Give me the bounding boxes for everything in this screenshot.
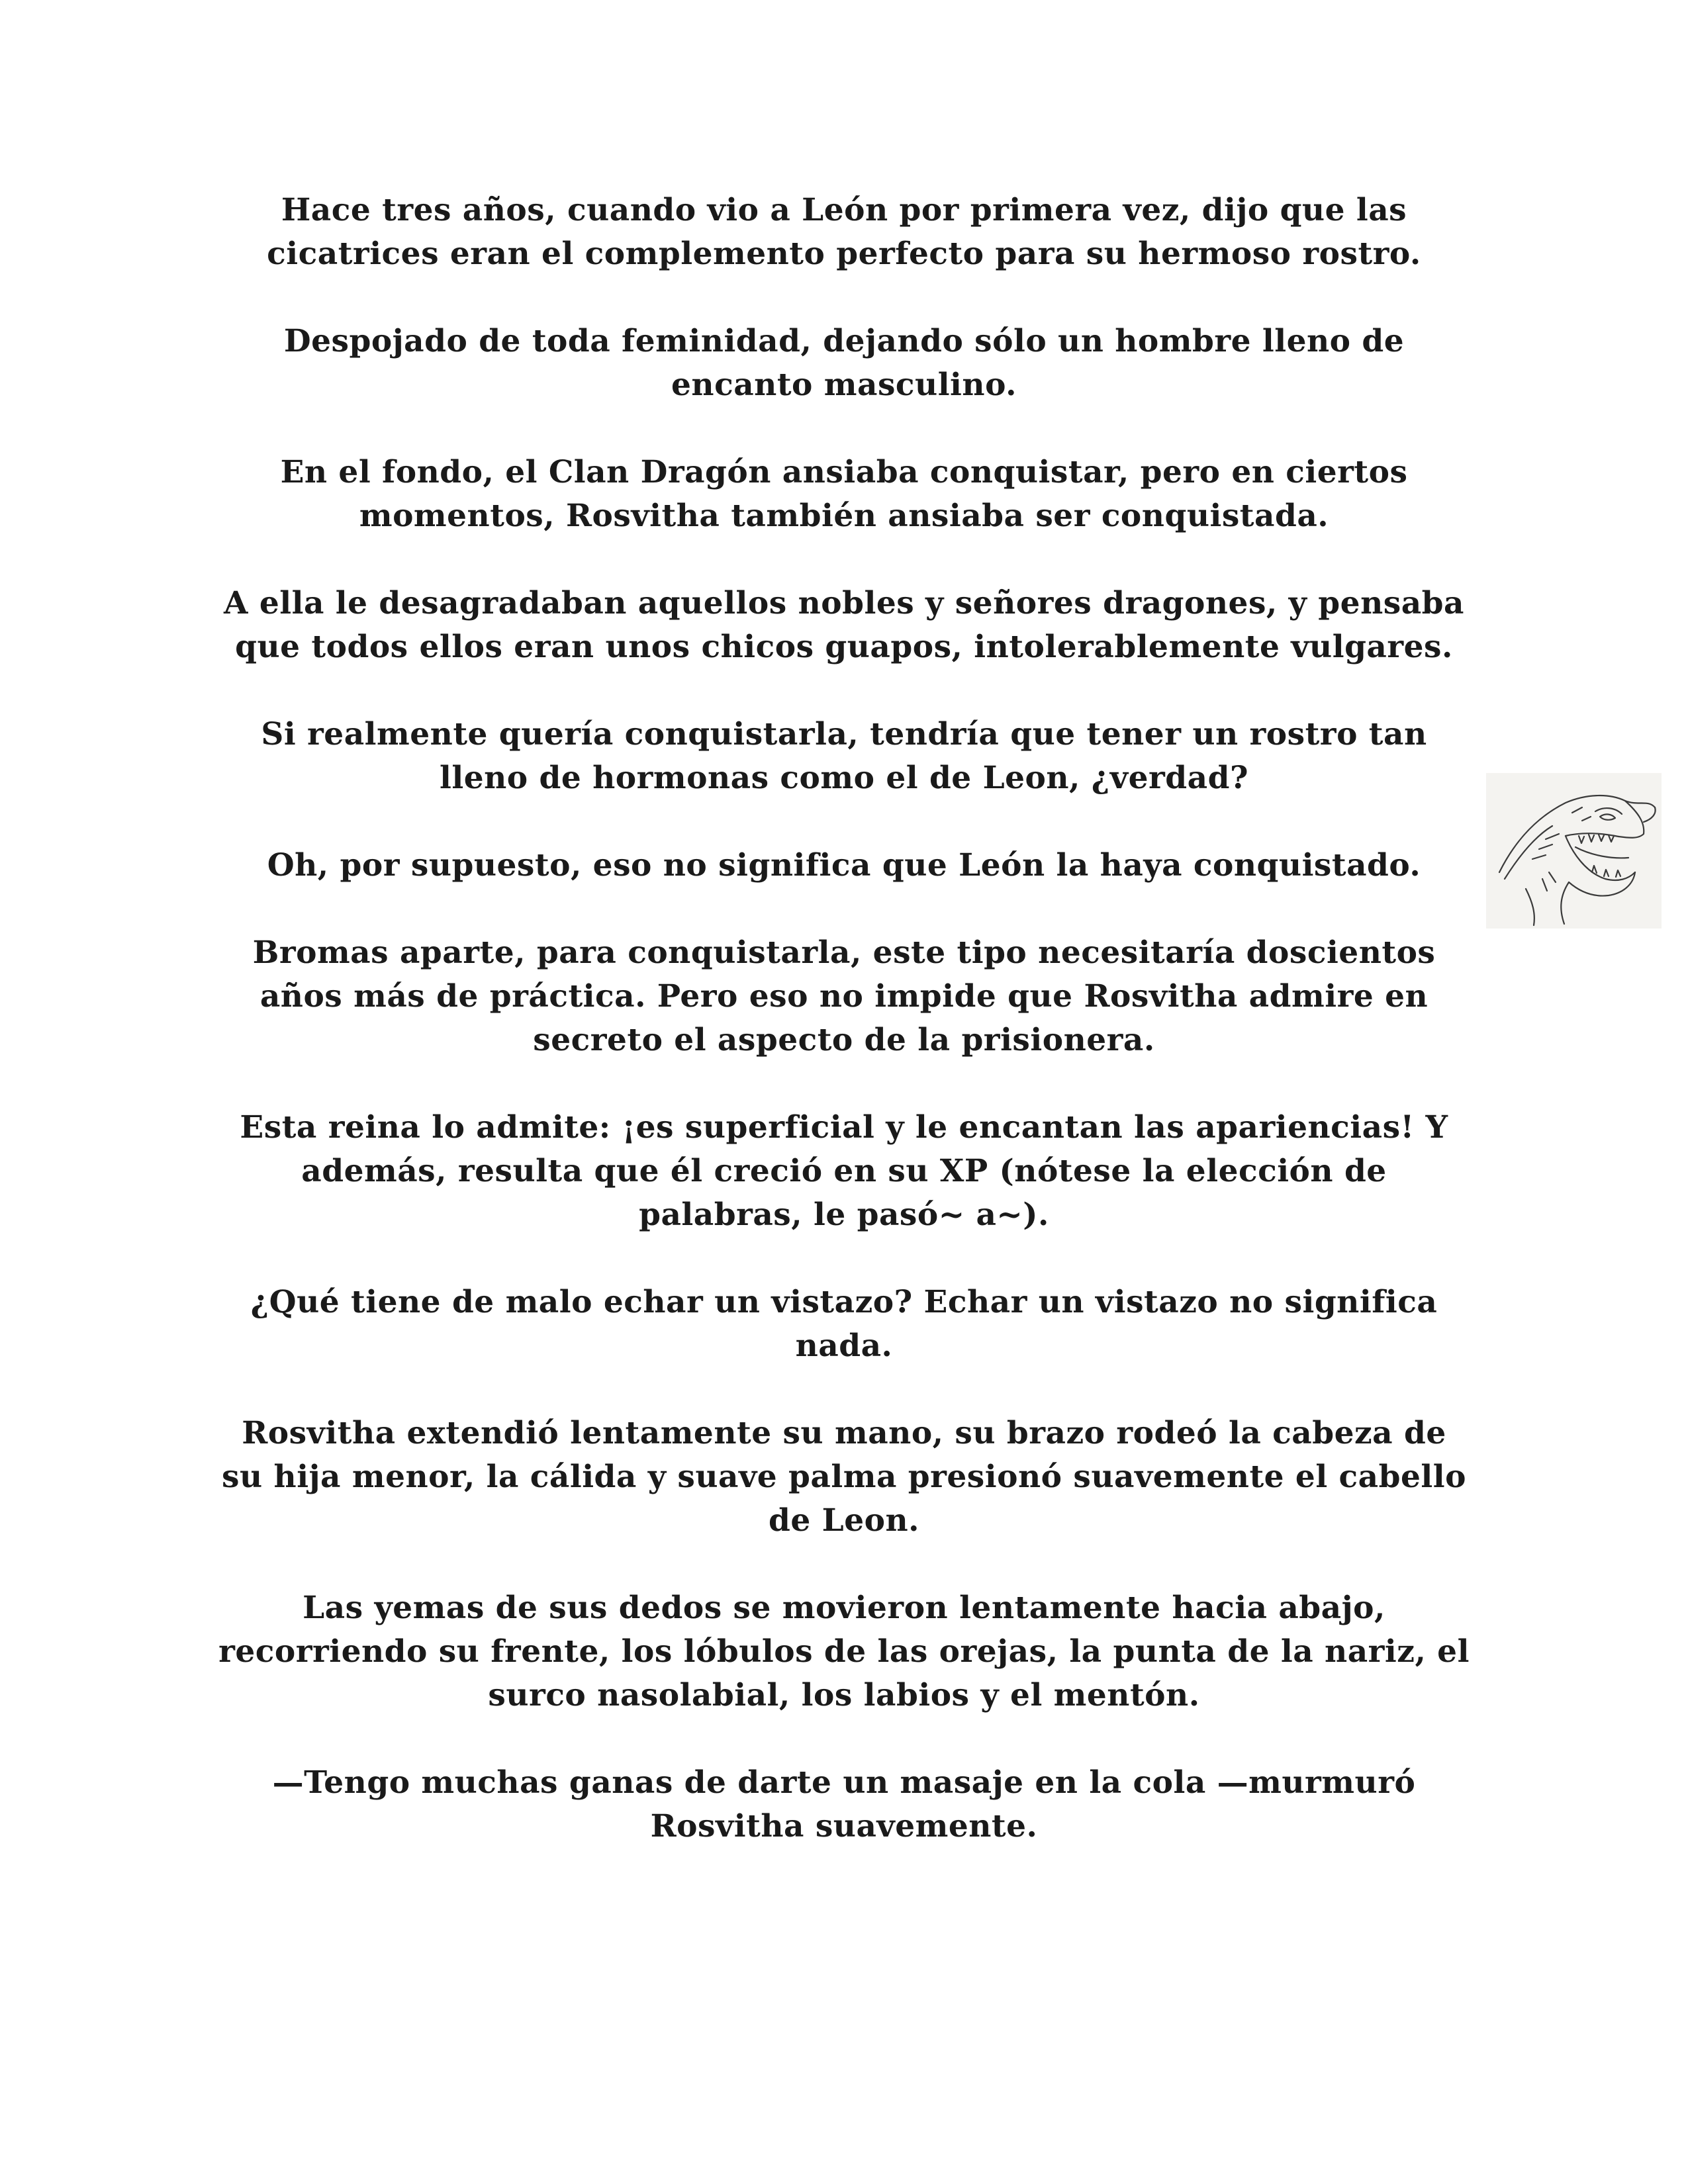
paragraph: Si realmente quería conquistarla, tendría que tener un rostro tan lleno de hormonas como el de Leon, ¿verdad? <box>261 716 1427 796</box>
paragraph: Hace tres años, cuando vio a León por primera vez, dijo que las cicatrices eran el complemento perfecto para su hermoso rostro. <box>267 192 1421 272</box>
paragraph: Las yemas de sus dedos se movieron lentamente hacia abajo, recorriendo su frente, los lóbulos de las orejas, la punta de la nariz, el surco nasolabial, los labios y el mentón. <box>218 1590 1470 1713</box>
document-body <box>218 189 1470 1892</box>
paragraph: ¿Qué tiene de malo echar un vistazo? Echar un vistazo no significa nada. <box>250 1284 1438 1364</box>
paragraph: A ella le desagradaban aquellos nobles y señores dragones, y pensaba que todos ellos eran unos chicos guapos, intolerablemente vulgares. <box>224 585 1464 665</box>
paragraph: —Tengo muchas ganas de darte un masaje en la cola —murmuró Rosvitha suavemente. <box>272 1764 1416 1844</box>
paragraph: Bromas aparte, para conquistarla, este tipo necesitaría doscientos años más de práctica. Pero eso no impide que Rosvitha admire en secreto el aspecto de la prisionera. <box>252 934 1436 1058</box>
paragraph: Rosvitha extendió lentamente su mano, su brazo rodeó la cabeza de su hija menor, la cálida y suave palma presionó suavemente el cabello de Leon. <box>222 1415 1466 1539</box>
paragraph: En el fondo, el Clan Dragón ansiaba conquistar, pero en ciertos momentos, Rosvitha también ansiaba ser conquistada. <box>280 454 1408 534</box>
paragraph: Esta reina lo admite: ¡es superficial y le encantan las apariencias! Y además, resulta que él creció en su XP (nótese la elección de palabras, le pasó~ a~). <box>240 1109 1448 1233</box>
dragon-head-sketch-icon <box>1486 773 1662 929</box>
paragraph: Oh, por supuesto, eso no significa que León la haya conquistado. <box>267 847 1421 884</box>
paragraph: Despojado de toda feminidad, dejando sólo un hombre lleno de encanto masculino. <box>283 323 1405 403</box>
